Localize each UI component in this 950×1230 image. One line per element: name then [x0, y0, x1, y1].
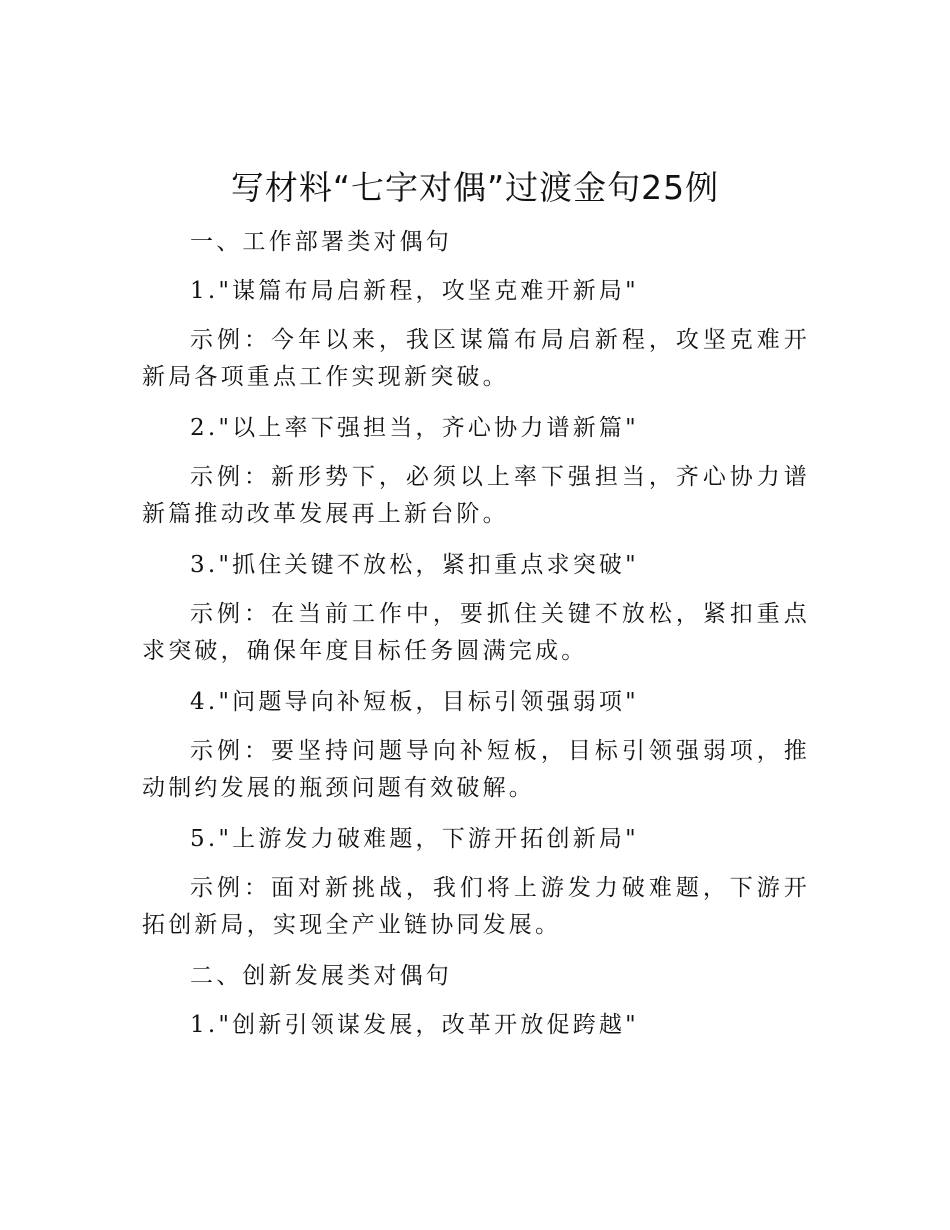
section-heading: 一、工作部署类对偶句 — [190, 229, 452, 255]
example-paragraph: 示例：面对新挑战，我们将上游发力破难题，下游开拓创新局，实现全产业链协同发展。 — [142, 875, 810, 938]
couplet-item: 1."创新引领谋发展，改革开放促跨越" — [190, 1012, 639, 1038]
couplet-item: 3."抓住关键不放松，紧扣重点求突破" — [190, 552, 639, 578]
document-body — [142, 224, 810, 1056]
couplet-item: 2."以上率下强担当，齐心协力谱新篇" — [190, 415, 639, 441]
section-heading: 二、创新发展类对偶句 — [190, 963, 452, 989]
document-title: 写材料“七字对偶”过渡金句25例 — [230, 168, 720, 207]
couplet-item: 4."问题导向补短板，目标引领强弱项" — [190, 689, 639, 715]
example-paragraph: 示例：新形势下，必须以上率下强担当，齐心协力谱新篇推动改革发展再上新台阶。 — [142, 464, 810, 527]
example-paragraph: 示例：要坚持问题导向补短板，目标引领强弱项，推动制约发展的瓶颈问题有效破解。 — [142, 738, 810, 801]
couplet-item: 5."上游发力破难题，下游开拓创新局" — [190, 826, 639, 852]
couplet-item: 1."谋篇布局启新程，攻坚克难开新局" — [190, 278, 639, 304]
example-paragraph: 示例：在当前工作中，要抓住关键不放松，紧扣重点求突破，确保年度目标任务圆满完成。 — [142, 601, 810, 664]
example-paragraph: 示例：今年以来，我区谋篇布局启新程，攻坚克难开新局各项重点工作实现新突破。 — [142, 327, 810, 390]
